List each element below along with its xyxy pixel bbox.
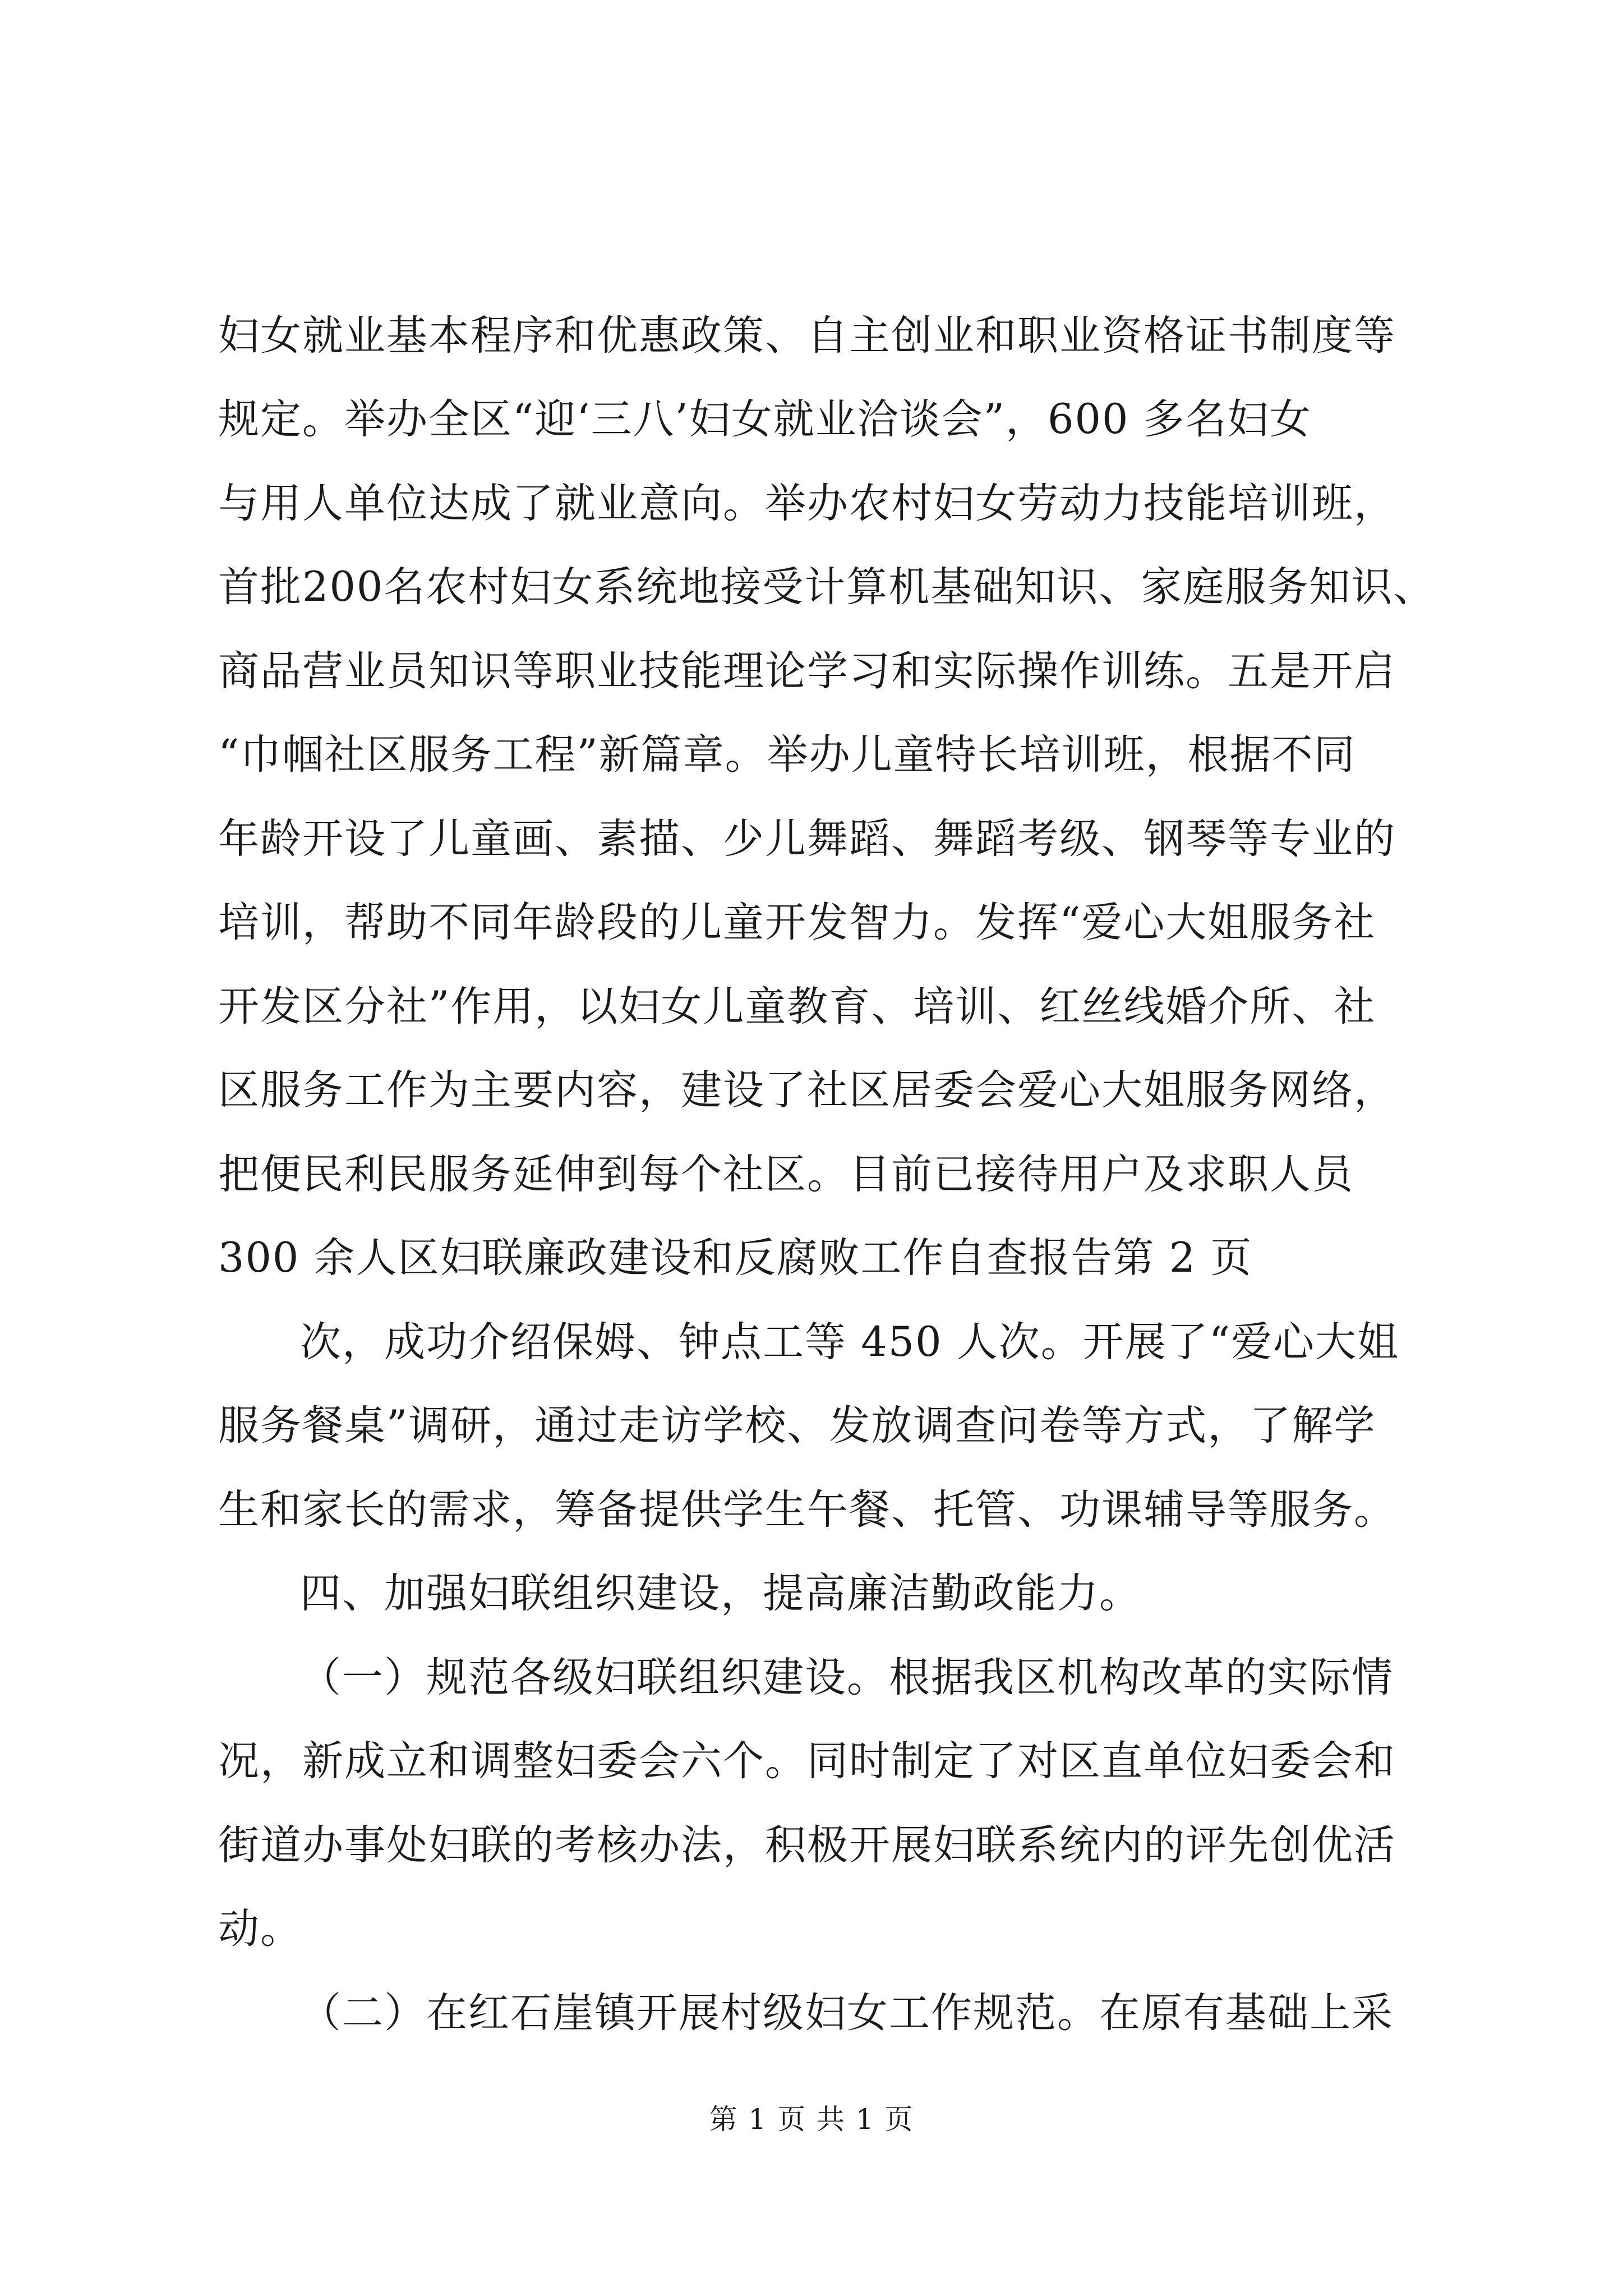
text-line-10: 区服务工作为主要内容，建设了社区居委会爱心大姐服务网络， bbox=[218, 1066, 1396, 1114]
text-line-12: 300 余人区妇联廉政建设和反腐败工作自查报告第 2 页 bbox=[218, 1234, 1253, 1282]
text-line-14: 服务餐桌”调研，通过走访学校、发放调查问卷等方式，了解学 bbox=[218, 1402, 1376, 1450]
text-line-19: 街道办事处妇联的考核办法，积极开展妇联系统内的评先创优活 bbox=[218, 1821, 1396, 1869]
text-line-18: 况，新成立和调整妇委会六个。同时制定了对区直单位妇委会和 bbox=[218, 1737, 1396, 1785]
text-line-20: 动。 bbox=[218, 1905, 302, 1953]
text-line-7: 年龄开设了儿童画、素描、少儿舞蹈、舞蹈考级、钢琴等专业的 bbox=[218, 815, 1396, 863]
text-line-4: 首批200名农村妇女系统地接受计算机基础知识、家庭服务知识、 bbox=[218, 563, 1436, 611]
text-line-6: “巾帼社区服务工程”新篇章。举办儿童特长培训班，根据不同 bbox=[218, 731, 1356, 779]
text-line-1: 妇女就业基本程序和优惠政策、自主创业和职业资格证书制度等 bbox=[218, 312, 1396, 360]
text-line-5: 商品营业员知识等职业技能理论学习和实际操作训练。五是开启 bbox=[218, 647, 1396, 695]
text-line-21: （二）在红石崖镇开展村级妇女工作规范。在原有基础上采 bbox=[300, 1989, 1394, 2037]
text-line-15: 生和家长的需求，筹备提供学生午餐、托管、功课辅导等服务。 bbox=[218, 1486, 1396, 1534]
text-line-17: （一）规范各级妇联组织建设。根据我区机构改革的实际情 bbox=[300, 1654, 1394, 1701]
text-line-11: 把便民利民服务延伸到每个社区。目前已接待用户及求职人员 bbox=[218, 1151, 1354, 1198]
text-line-2: 规定。举办全区“迎‘三八’妇女就业洽谈会”，600 多名妇女 bbox=[218, 395, 1312, 443]
section-heading: 四、加强妇联组织建设，提高廉洁勤政能力。 bbox=[300, 1570, 1141, 1617]
text-line-8: 培训，帮助不同年龄段的儿童开发智力。发挥“爱心大姐服务社 bbox=[218, 899, 1376, 946]
text-line-9: 开发区分社”作用，以妇女儿童教育、培训、红丝线婚介所、社 bbox=[218, 983, 1376, 1030]
text-line-3: 与用人单位达成了就业意向。举办农村妇女劳动力技能培训班， bbox=[218, 480, 1396, 527]
text-line-13: 次，成功介绍保姆、钟点工等 450 人次。开展了“爱心大姐 bbox=[300, 1318, 1400, 1366]
page-footer: 第 1 页 共 1 页 bbox=[709, 2103, 914, 2136]
